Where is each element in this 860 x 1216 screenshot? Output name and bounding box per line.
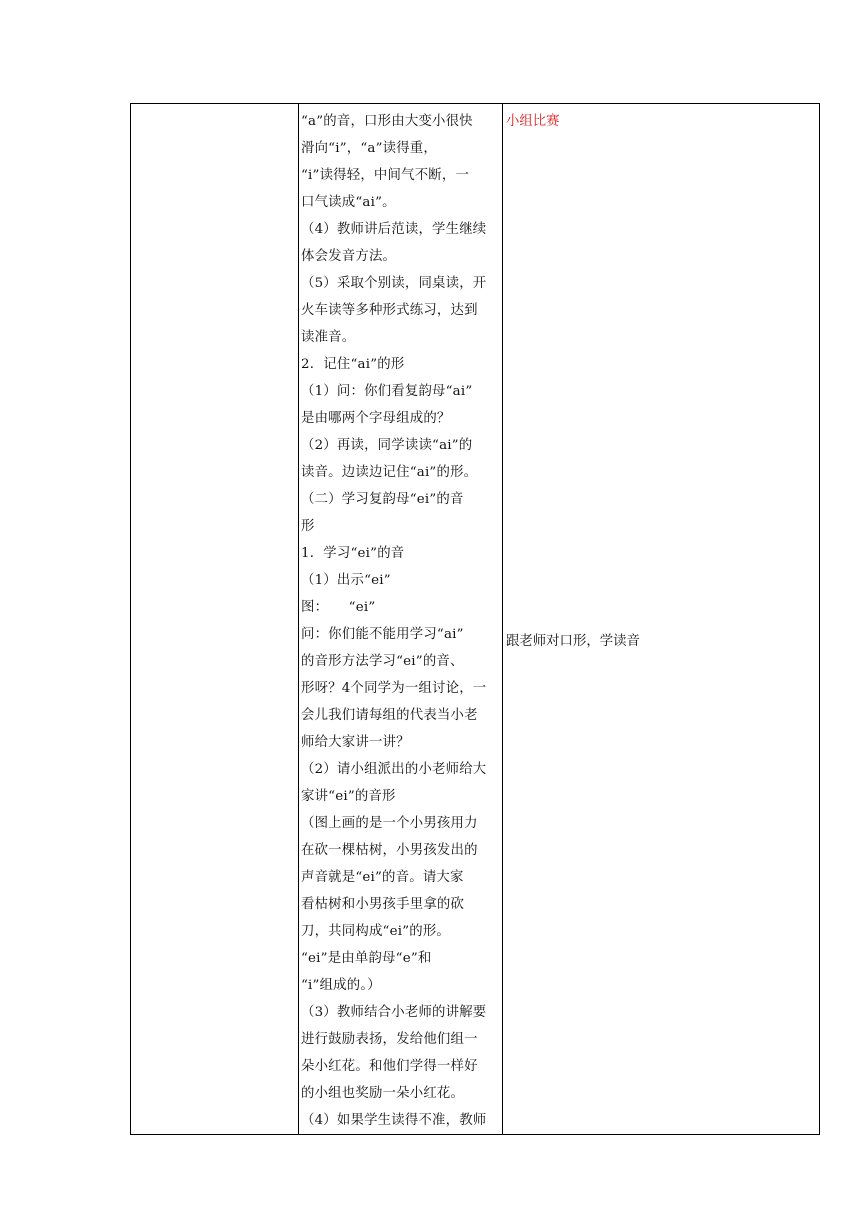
lesson-plan-table [130, 103, 820, 1135]
step-line: （二）学习复韵母“ei”的音 [301, 492, 464, 507]
teaching-process-cell [299, 104, 503, 1135]
step-line: （1）出示“ei” [301, 573, 391, 588]
step-line: 朵小红花。和他们学得一样好 [301, 1059, 478, 1074]
step-line: 家讲“ei”的音形 [301, 789, 396, 804]
step-line: “ei”是由单韵母“e”和 [301, 951, 432, 966]
step-line: （5）采取个别读，同桌读，开 [301, 276, 487, 291]
teaching-steps-list [299, 104, 502, 1134]
step-line: （4）教师讲后范读，学生继续 [301, 222, 487, 237]
step-line: 在砍一棵枯树，小男孩发出的 [301, 843, 478, 858]
step-line: 看枯树和小男孩手里拿的砍 [301, 897, 465, 912]
step-line: 图： “ei” [301, 600, 376, 615]
step-line: “a”的音，口形由大变小很快 [301, 114, 473, 129]
step-line: 火车读等多种形式练习，达到 [301, 303, 478, 318]
step-line: （4）如果学生读得不准，教师 [301, 1113, 487, 1128]
step-line: 会儿我们请每组的代表当小老 [301, 708, 478, 723]
step-line: 滑向“i”，“a”读得重， [301, 141, 437, 156]
step-line: 的小组也奖励一朵小红花。 [301, 1086, 465, 1101]
step-line: （图上画的是一个小男孩用力 [301, 816, 478, 831]
step-line: 1．学习“ei”的音 [301, 546, 405, 561]
step-line: （1）问：你们看复韵母“ai” [301, 384, 473, 399]
step-line: 形呀？4个同学为一组讨论，一 [301, 681, 487, 696]
step-line: 的音形方法学习“ei”的音、 [301, 654, 464, 669]
student-activity-group-contest: 小组比赛 [506, 114, 560, 129]
step-line: 读音。边读边记住“ai”的形。 [301, 465, 478, 480]
student-activity-follow-teacher: 跟老师对口形，学读音 [506, 634, 640, 649]
step-line: 刀，共同构成“ei”的形。 [301, 924, 451, 939]
step-line: 读准音。 [301, 330, 356, 345]
student-activity-cell [503, 104, 820, 1135]
step-line: （3）教师结合小老师的讲解要 [301, 1005, 487, 1020]
step-line: 声音就是“ei”的音。请大家 [301, 870, 464, 885]
step-line: 体会发音方法。 [301, 249, 397, 264]
step-line: “i”读得轻，中间气不断，一 [301, 168, 470, 183]
step-line: 口气读成“ai”。 [301, 195, 396, 210]
step-line: （2）再读，同学读读“ai”的 [301, 438, 473, 453]
step-line: （2）请小组派出的小老师给大 [301, 762, 487, 777]
step-line: 问：你们能不能用学习“ai” [301, 627, 464, 642]
step-line: 师给大家讲一讲？ [301, 735, 410, 750]
step-line: 2．记住“ai”的形 [301, 357, 405, 372]
step-line: 进行鼓励表扬，发给他们组一 [301, 1032, 478, 1047]
step-line: 是由哪两个字母组成的？ [301, 411, 451, 426]
step-line: 形 [301, 519, 315, 534]
table-row [131, 104, 820, 1135]
step-line: “i”组成的。） [301, 978, 381, 993]
empty-left-cell [131, 104, 299, 1135]
